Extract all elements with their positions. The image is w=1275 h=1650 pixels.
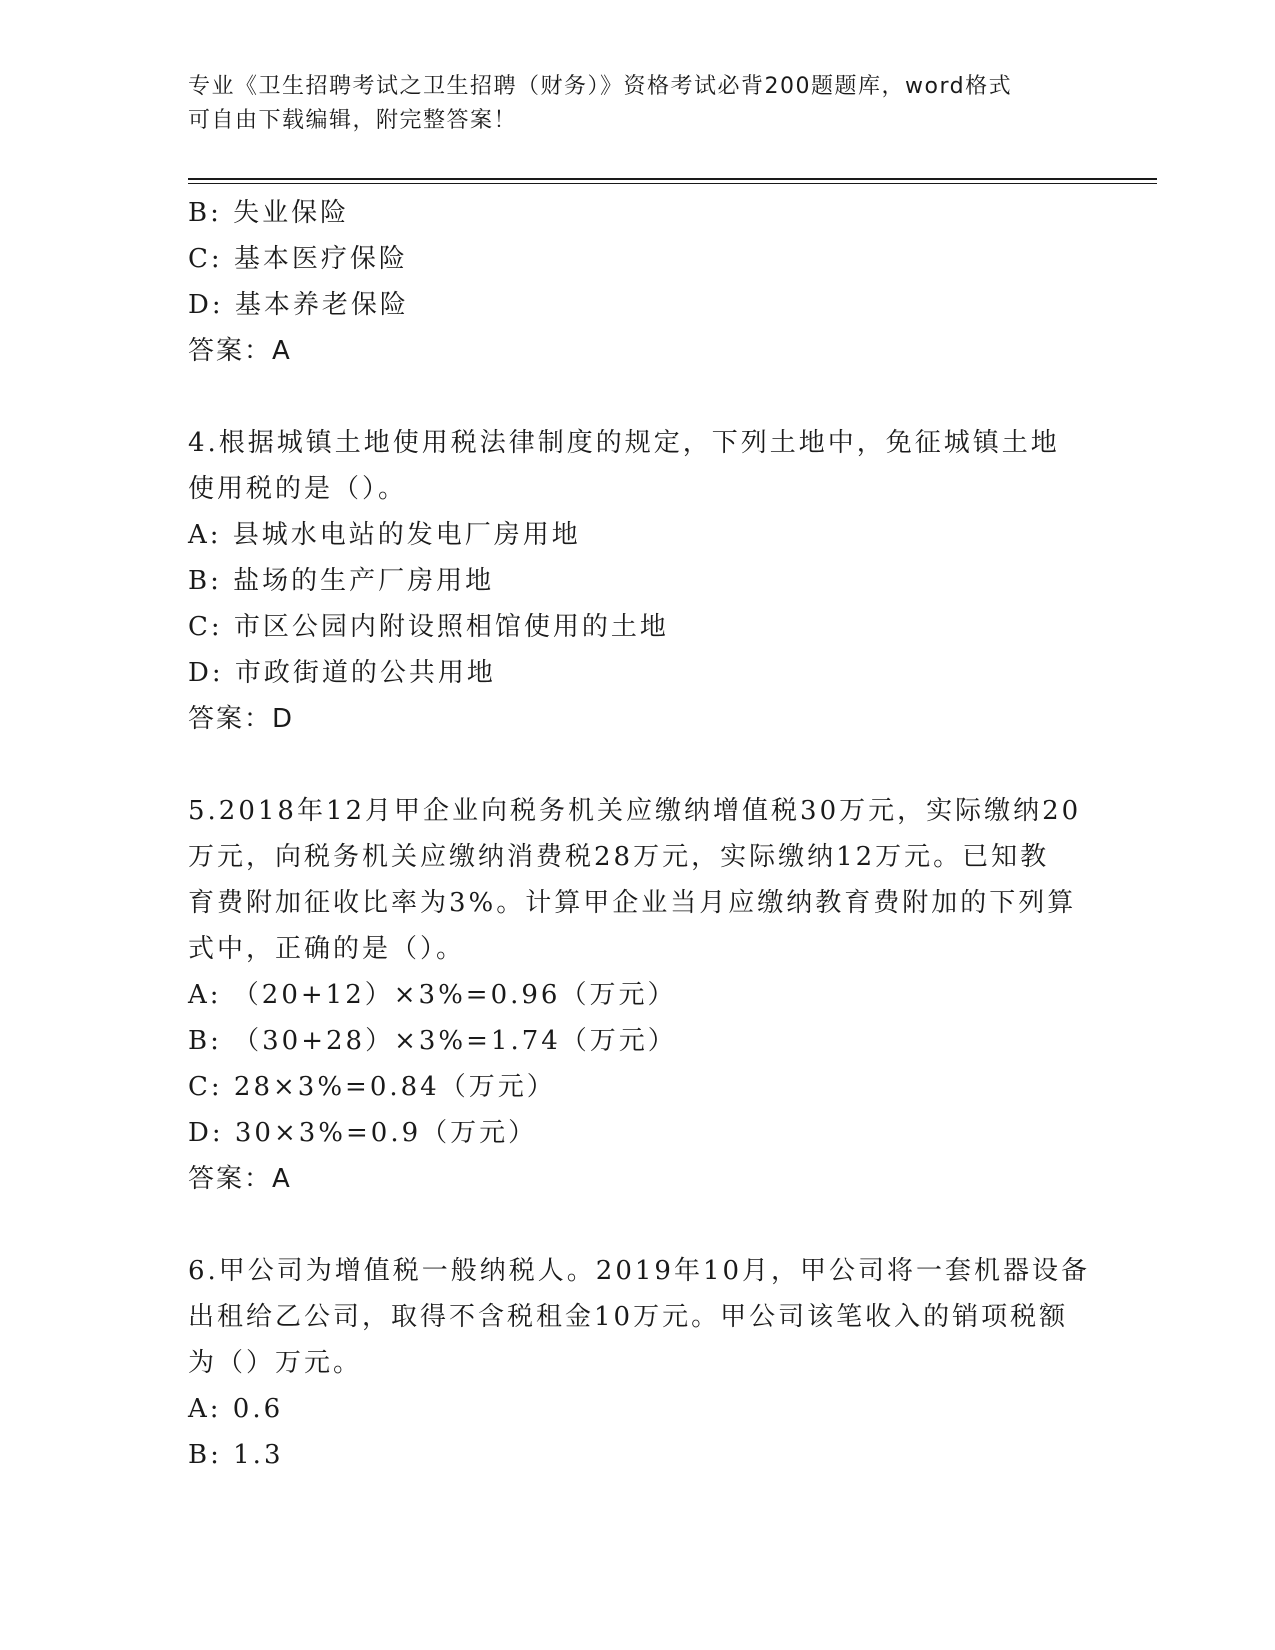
spacer — [188, 742, 1088, 788]
option-a: A: （20+12）×3%=0.96（万元） — [188, 980, 677, 1010]
question-text-line: 6.甲公司为增值税一般纳税人。2019年10月，甲公司将一套机器设备 — [188, 1256, 1091, 1286]
option-a: A: 县城水电站的发电厂房用地 — [188, 520, 581, 550]
spacer — [188, 374, 1088, 420]
document-header — [188, 70, 1088, 138]
question-text-line: 育费附加征收比率为3%。计算甲企业当月应缴纳教育费附加的下列算 — [188, 888, 1077, 918]
option-a: A: 0.6 — [188, 1394, 284, 1424]
header-line-2: 可自由下载编辑，附完整答案！ — [188, 108, 518, 133]
question-text-line: 使用税的是（）。 — [188, 474, 408, 504]
question-text-line: 为（）万元。 — [188, 1348, 363, 1378]
question-3-continued — [188, 190, 1088, 374]
option-d: D: 基本养老保险 — [188, 290, 409, 320]
option-c: C: 28×3%=0.84（万元） — [188, 1072, 556, 1102]
option-b: B: 盐场的生产厂房用地 — [188, 566, 495, 596]
option-d: D: 30×3%=0.9（万元） — [188, 1118, 538, 1148]
answer-line: 答案：D — [188, 704, 295, 734]
question-text-line: 5.2018年12月甲企业向税务机关应缴纳增值税30万元，实际缴纳20 — [188, 796, 1082, 826]
question-5 — [188, 788, 1088, 1202]
question-6 — [188, 1248, 1091, 1478]
header-rule-thick — [188, 178, 1157, 180]
option-b: B: 失业保险 — [188, 198, 350, 228]
header-rule-thin — [188, 183, 1157, 184]
option-b: B: 1.3 — [188, 1440, 284, 1470]
answer-line: 答案：A — [188, 1164, 292, 1194]
option-d: D: 市政街道的公共用地 — [188, 658, 496, 688]
option-c: C: 市区公园内附设照相馆使用的土地 — [188, 612, 669, 642]
option-b: B: （30+28）×3%=1.74（万元） — [188, 1026, 677, 1056]
option-c: C: 基本医疗保险 — [188, 244, 408, 274]
question-text-line: 万元，向税务机关应缴纳消费税28万元，实际缴纳12万元。已知教 — [188, 842, 1050, 872]
document-body — [188, 190, 1091, 1478]
question-4 — [188, 420, 1088, 742]
question-text-line: 出租给乙公司，取得不含税租金10万元。甲公司该笔收入的销项税额 — [188, 1302, 1069, 1332]
header-line-1: 专业《卫生招聘考试之卫生招聘（财务）》资格考试必背200题题库，word格式 — [188, 74, 1013, 99]
answer-line: 答案：A — [188, 336, 292, 366]
question-text-line: 式中，正确的是（）。 — [188, 934, 466, 964]
question-text-line: 4.根据城镇土地使用税法律制度的规定，下列土地中，免征城镇土地 — [188, 428, 1060, 458]
spacer — [188, 1202, 1088, 1248]
